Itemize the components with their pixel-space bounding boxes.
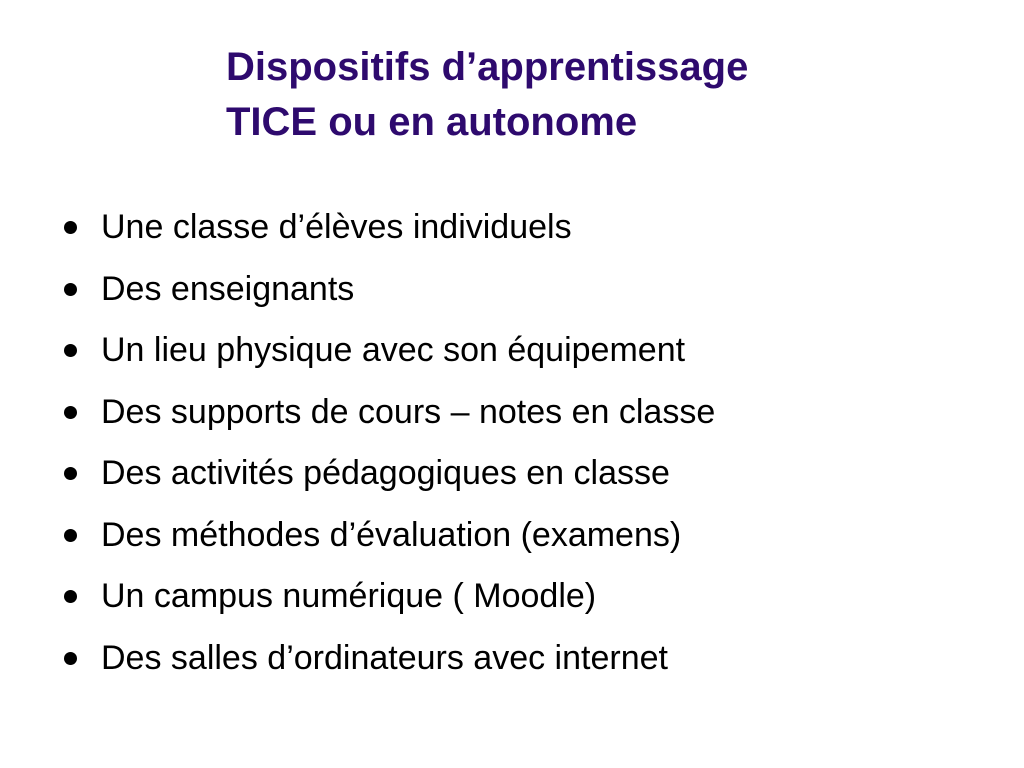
bullet-list: [64, 197, 715, 689]
slide-title-line-2: TICE ou en autonome: [226, 100, 638, 144]
list-item: [64, 382, 715, 444]
bullet-text: Des activités pédagogiques en classe: [101, 454, 670, 493]
bullet-dot-icon: [64, 283, 77, 296]
list-item: [64, 197, 715, 259]
slide-title-line-1: Dispositifs d’apprentissage: [226, 45, 749, 89]
bullet-dot-icon: [64, 467, 77, 480]
bullet-dot-icon: [64, 652, 77, 665]
list-item: [64, 505, 715, 567]
bullet-dot-icon: [64, 590, 77, 603]
bullet-text: Des méthodes d’évaluation (examens): [101, 515, 682, 554]
bullet-text: Un lieu physique avec son équipement: [101, 331, 686, 370]
bullet-dot-icon: [64, 344, 77, 357]
bullet-text: Une classe d’élèves individuels: [101, 208, 572, 247]
list-item: [64, 259, 715, 321]
bullet-dot-icon: [64, 406, 77, 419]
bullet-dot-icon: [64, 529, 77, 542]
slide-title: [226, 40, 748, 150]
list-item: [64, 320, 715, 382]
bullet-text: Des enseignants: [101, 269, 355, 308]
list-item: [64, 443, 715, 505]
bullet-text: Un campus numérique ( Moodle): [101, 577, 597, 616]
list-item: [64, 628, 715, 690]
bullet-dot-icon: [64, 221, 77, 234]
bullet-text: Des supports de cours – notes en classe: [101, 392, 716, 431]
bullet-text: Des salles d’ordinateurs avec internet: [101, 638, 668, 677]
list-item: [64, 566, 715, 628]
